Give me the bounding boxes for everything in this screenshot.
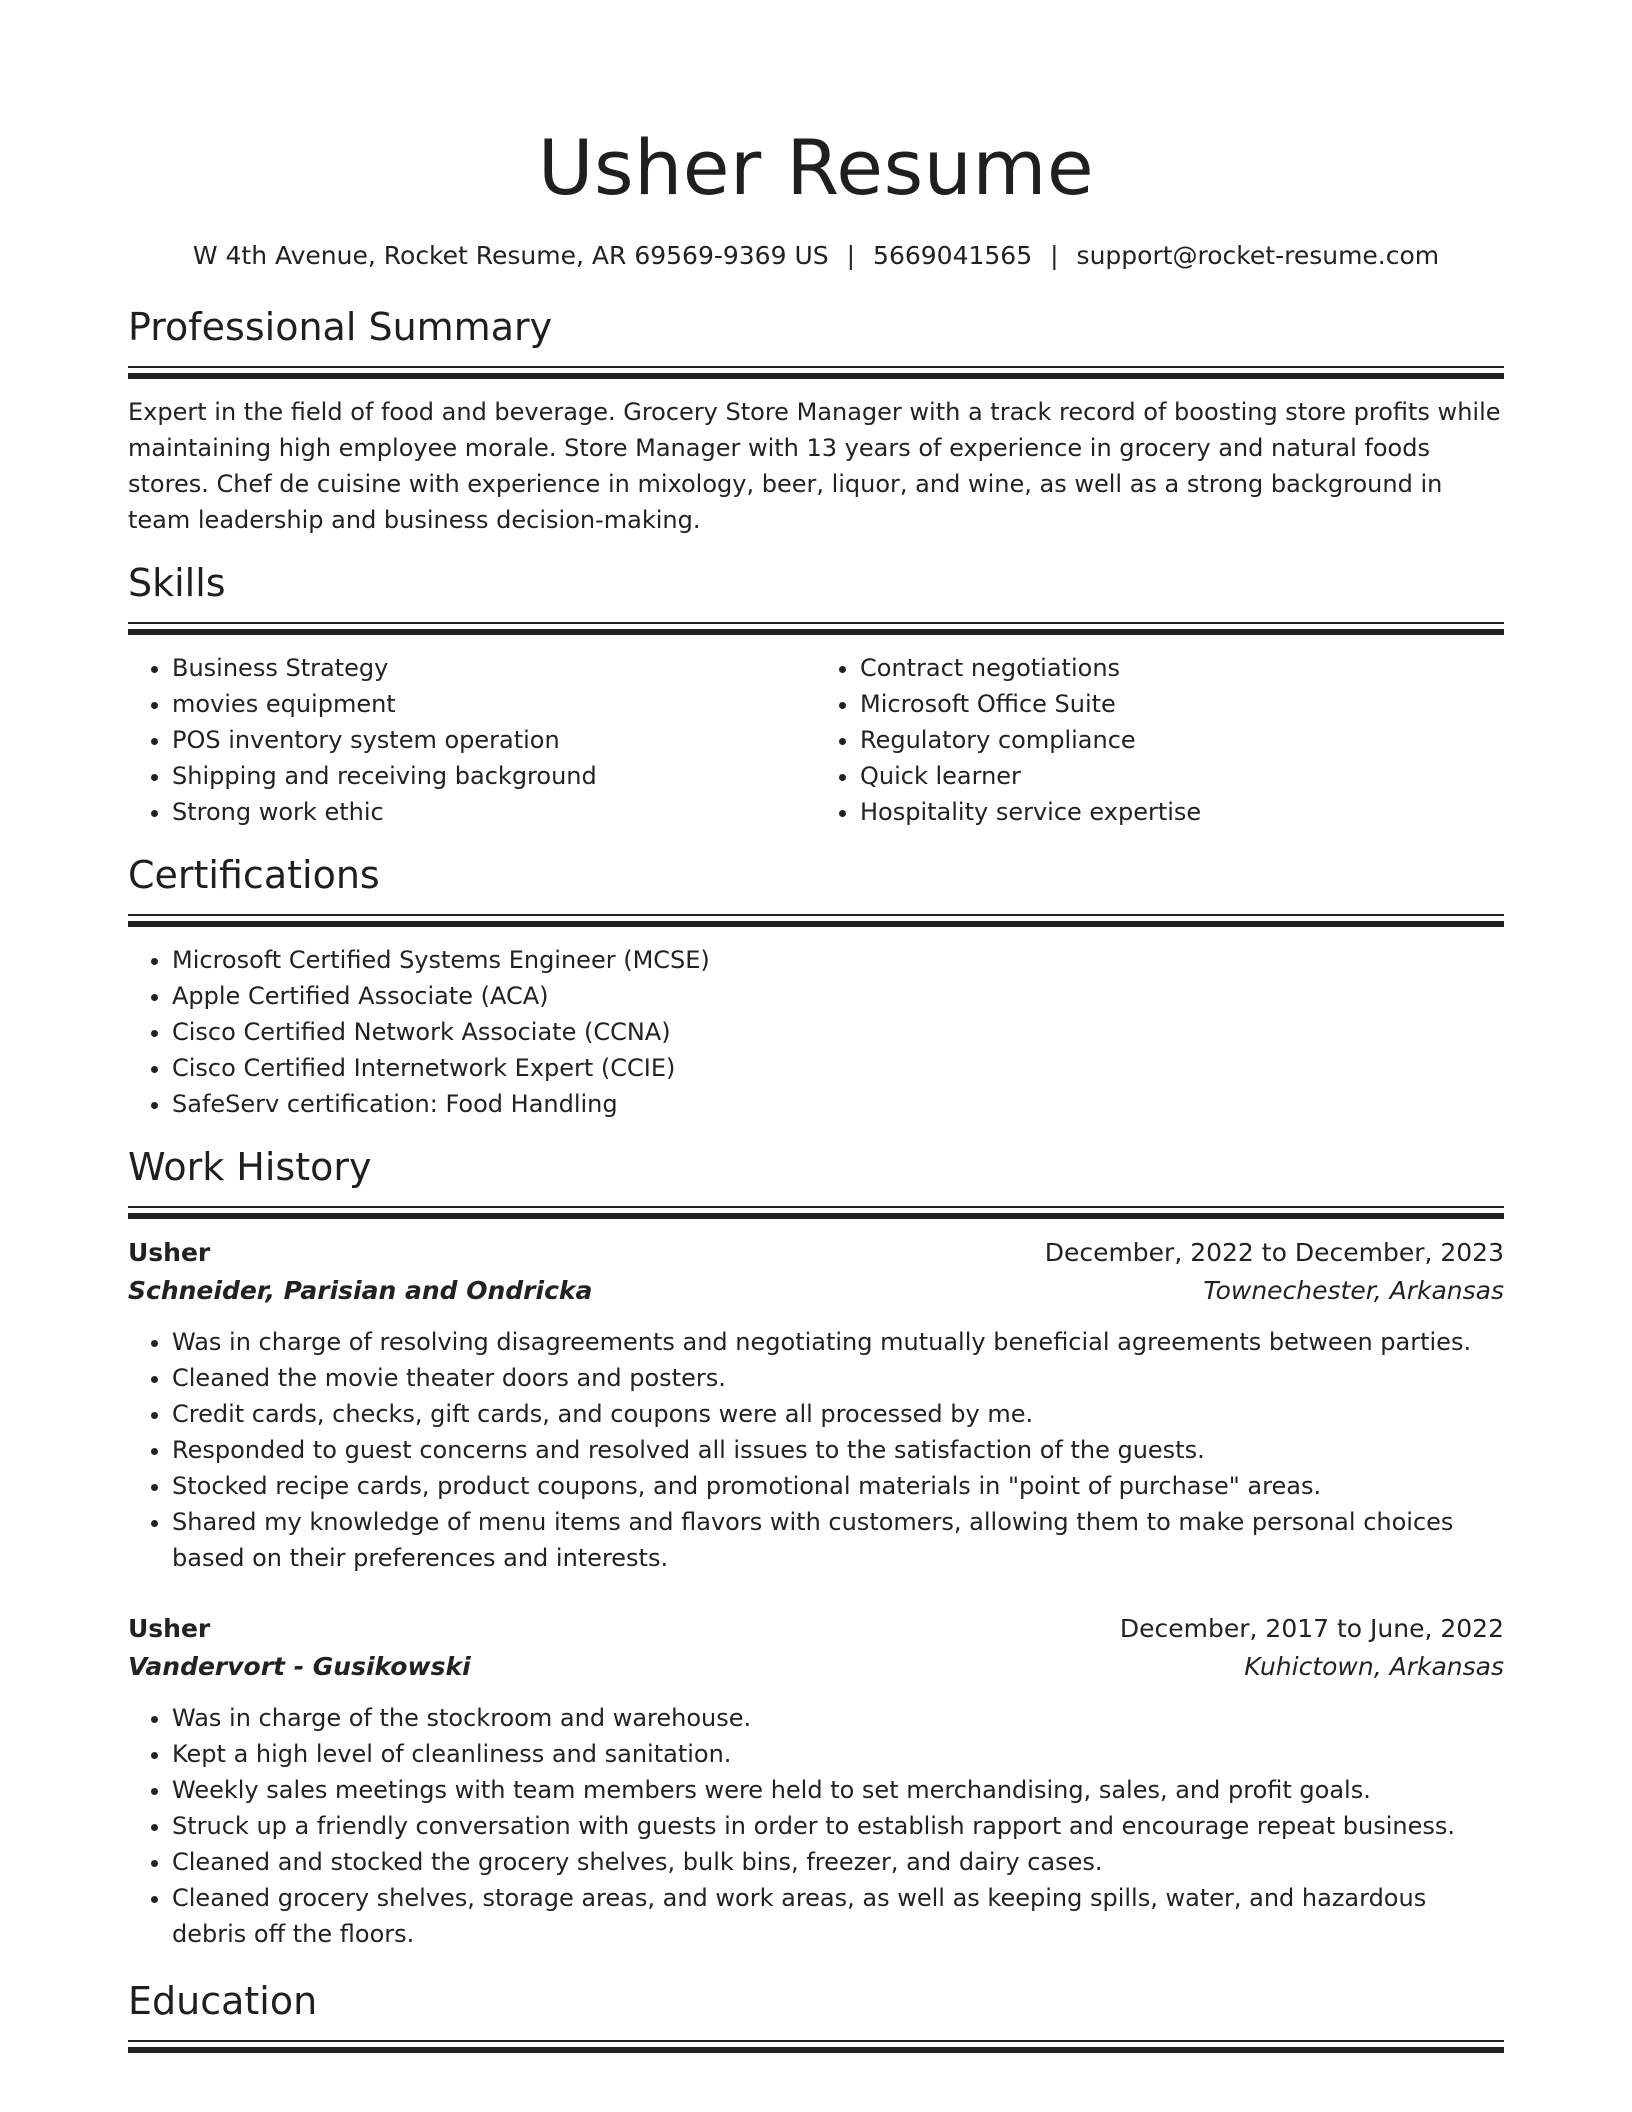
- skills-list-left: [128, 650, 816, 830]
- summary-section: [128, 302, 1504, 538]
- skill-item: • Shipping and receiving background: [172, 758, 816, 794]
- skill-item: • Strong work ethic: [172, 794, 816, 830]
- contact-phone: 5669041565: [873, 241, 1033, 270]
- skills-section: [128, 558, 1504, 830]
- job-company: Schneider, Parisian and Ondricka: [128, 1276, 593, 1305]
- skills-list-right: [816, 650, 1504, 830]
- job-company: Vandervort - Gusikowski: [128, 1652, 471, 1681]
- job-bullet: • Cleaned grocery shelves, storage areas, and work areas, as well as keeping spills, water, and hazardous debris off the floors.: [172, 1880, 1504, 1952]
- section-divider: [128, 366, 1504, 368]
- work-history-section: [128, 1142, 1504, 1952]
- job-bullet: • Kept a high level of cleanliness and sanitation.: [172, 1736, 1504, 1772]
- job-bullet: • Was in charge of resolving disagreements and negotiating mutually beneficial agreements between parties.: [172, 1324, 1504, 1360]
- contact-line: [128, 238, 1504, 274]
- section-divider: [128, 1206, 1504, 1208]
- skill-item: • Microsoft Office Suite: [860, 686, 1504, 722]
- certification-item: • SafeServ certification: Food Handling: [172, 1086, 1504, 1122]
- certifications-list: [128, 942, 1504, 1122]
- certification-item: • Apple Certified Associate (ACA): [172, 978, 1504, 1014]
- certifications-heading: Certifications: [128, 853, 380, 897]
- education-section: [128, 1976, 1504, 2042]
- job-entry: [128, 1610, 1504, 1952]
- skill-item: • POS inventory system operation: [172, 722, 816, 758]
- resume-title: Usher Resume: [537, 123, 1095, 212]
- job-bullet: • Weekly sales meetings with team members were held to set merchandising, sales, and profit goals.: [172, 1772, 1504, 1808]
- job-bullet: • Cleaned and stocked the grocery shelves, bulk bins, freezer, and dairy cases.: [172, 1844, 1504, 1880]
- education-heading: Education: [128, 1979, 318, 2023]
- contact-separator: |: [1050, 241, 1059, 270]
- job-location: Kuhictown, Arkansas: [1244, 1652, 1504, 1681]
- job-bullets: [128, 1324, 1504, 1576]
- certifications-section: [128, 850, 1504, 1122]
- contact-separator: |: [846, 241, 856, 270]
- job-bullet: • Stocked recipe cards, product coupons, and promotional materials in "point of purchase" areas.: [172, 1468, 1504, 1504]
- certification-item: • Cisco Certified Internetwork Expert (CCIE): [172, 1050, 1504, 1086]
- skill-item: • Regulatory compliance: [860, 722, 1504, 758]
- skill-item: • Contract negotiations: [860, 650, 1504, 686]
- summary-heading: Professional Summary: [128, 305, 553, 349]
- skill-item: • movies equipment: [172, 686, 816, 722]
- job-dates: December, 2017 to June, 2022: [1119, 1614, 1504, 1643]
- job-dates: December, 2022 to December, 2023: [1044, 1238, 1504, 1267]
- job-title: Usher: [128, 1614, 211, 1643]
- job-location: Townechester, Arkansas: [1203, 1276, 1504, 1305]
- contact-address: W 4th Avenue, Rocket Resume, AR 69569-9369 US: [192, 241, 829, 270]
- job-entry: [128, 1234, 1504, 1576]
- skill-item: • Hospitality service expertise: [860, 794, 1504, 830]
- job-bullet: • Struck up a friendly conversation with guests in order to establish rapport and encourage repeat business.: [172, 1808, 1504, 1844]
- certification-item: • Cisco Certified Network Associate (CCNA): [172, 1014, 1504, 1050]
- section-divider: [128, 914, 1504, 916]
- skills-heading: Skills: [128, 561, 226, 605]
- work-history-heading: Work History: [128, 1145, 372, 1189]
- contact-email: support@rocket-resume.com: [1076, 241, 1440, 270]
- job-bullet: • Responded to guest concerns and resolved all issues to the satisfaction of the guests.: [172, 1432, 1504, 1468]
- job-bullet: • Credit cards, checks, gift cards, and coupons were all processed by me.: [172, 1396, 1504, 1432]
- skill-item: • Business Strategy: [172, 650, 816, 686]
- summary-text: Expert in the field of food and beverage. Grocery Store Manager with a track record of boosting store profits while maintaining high employee morale. Store Manager with 13 years of experience in grocery and natural foods stores. Chef de cuisine with experience in mixology, beer, liquor, and wine, as well as a strong background in team leadership and business decision-making.: [128, 398, 1501, 534]
- job-title: Usher: [128, 1238, 211, 1267]
- section-divider: [128, 622, 1504, 624]
- job-bullets: [128, 1700, 1504, 1952]
- certification-item: • Microsoft Certified Systems Engineer (MCSE): [172, 942, 1504, 978]
- skill-item: • Quick learner: [860, 758, 1504, 794]
- job-bullet: • Cleaned the movie theater doors and posters.: [172, 1360, 1504, 1396]
- job-bullet: • Was in charge of the stockroom and warehouse.: [172, 1700, 1504, 1736]
- section-divider: [128, 2040, 1504, 2042]
- job-bullet: • Shared my knowledge of menu items and flavors with customers, allowing them to make personal choices based on their preferences and interests.: [172, 1504, 1504, 1576]
